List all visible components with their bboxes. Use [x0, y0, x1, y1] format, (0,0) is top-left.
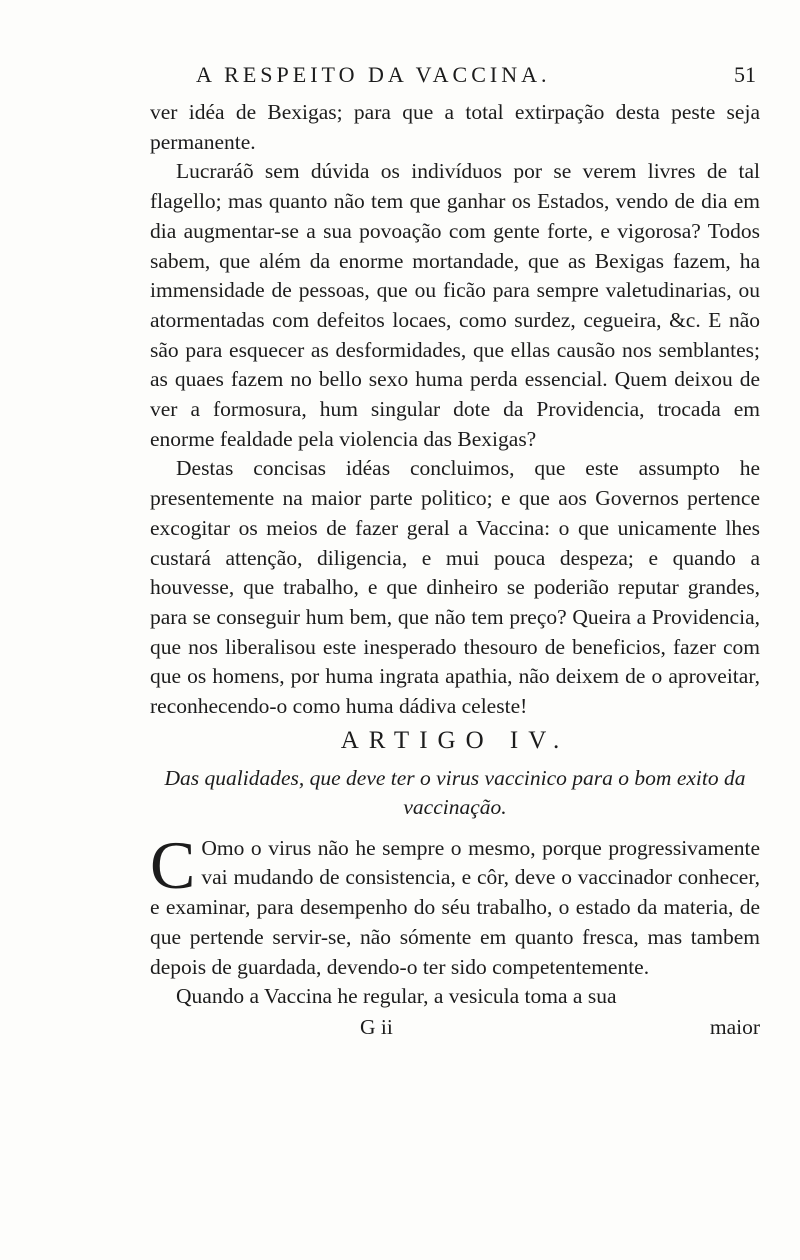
- article-first-paragraph: [150, 826, 760, 983]
- running-head: [196, 62, 756, 88]
- body-text: [150, 98, 760, 1042]
- paragraph-continuation: ver idéa de Bexigas; para que a total extirpação desta peste seja permanente.: [150, 100, 760, 154]
- article-first-paragraph-text: Omo o virus não he sempre o mesmo, porque progressivamente vai mudando de consistencia, e côr, deve o vaccinador conhecer, e examinar, para desempenho do séu trabalho, o estado da materia, de que pertende servir-se, não sómente em quanto fresca, mas tambem depois de guardada, devendo-o ter sido competentemente.: [150, 835, 760, 979]
- paragraph: Lucraráõ sem dúvida os indivíduos por se verem livres de tal flagello; mas quanto não tem que ganhar os Estados, vendo de dia em dia augmentar-se a sua povoação com gente forte, e vigorosa? Todos sabem, que além da enorme mortandade, que as Bexigas fazem, ha immensidade de pessoas, que ou ficão para sempre valetudinarias, ou atormentadas com defeitos locaes, como surdez, cegueira, &c. E não são para esquecer as desformidades, que ellas causão nos semblantes; as quaes fazem no bello sexo huma perda essencial. Quem deixou de ver a formosura, hum singular dote da Providencia, trocada em enorme fealdade pela violencia das Bexigas?: [150, 159, 760, 451]
- catchword: maior: [709, 1014, 760, 1039]
- page-number: 51: [734, 62, 756, 87]
- paragraph: Destas concisas idéas concluimos, que este assumpto he presentemente na maior parte politico; e que aos Governos pertence excogitar os meios de fazer geral a Vaccina: o que unicamente lhes custará attenção, diligencia, e mui pouca despeza; e quando a houvesse, que trabalho, e que dinheiro se poderião reputar grandes, para se conseguir hum bem, que não tem preço? Queira a Providencia, que nos liberalisou este inesperado thesouro de beneficios, fazer com que os homens, por huma ingrata apathia, não deixem de o aproveitar, reconhecendo-o como huma dádiva celeste!: [150, 456, 760, 719]
- article-second-paragraph: Quando a Vaccina he regular, a vesicula toma a sua: [176, 984, 617, 1009]
- article-heading: ARTIGO IV.: [340, 726, 570, 754]
- running-title: A RESPEITO DA VACCINA.: [196, 62, 551, 87]
- signature-mark: G ii: [360, 1014, 393, 1039]
- drop-cap: C: [150, 826, 196, 903]
- footer-line: [150, 1012, 760, 1042]
- article-subtitle: Das qualidades, que deve ter o virus vaccinico para o bom exito da vaccinação.: [164, 765, 746, 819]
